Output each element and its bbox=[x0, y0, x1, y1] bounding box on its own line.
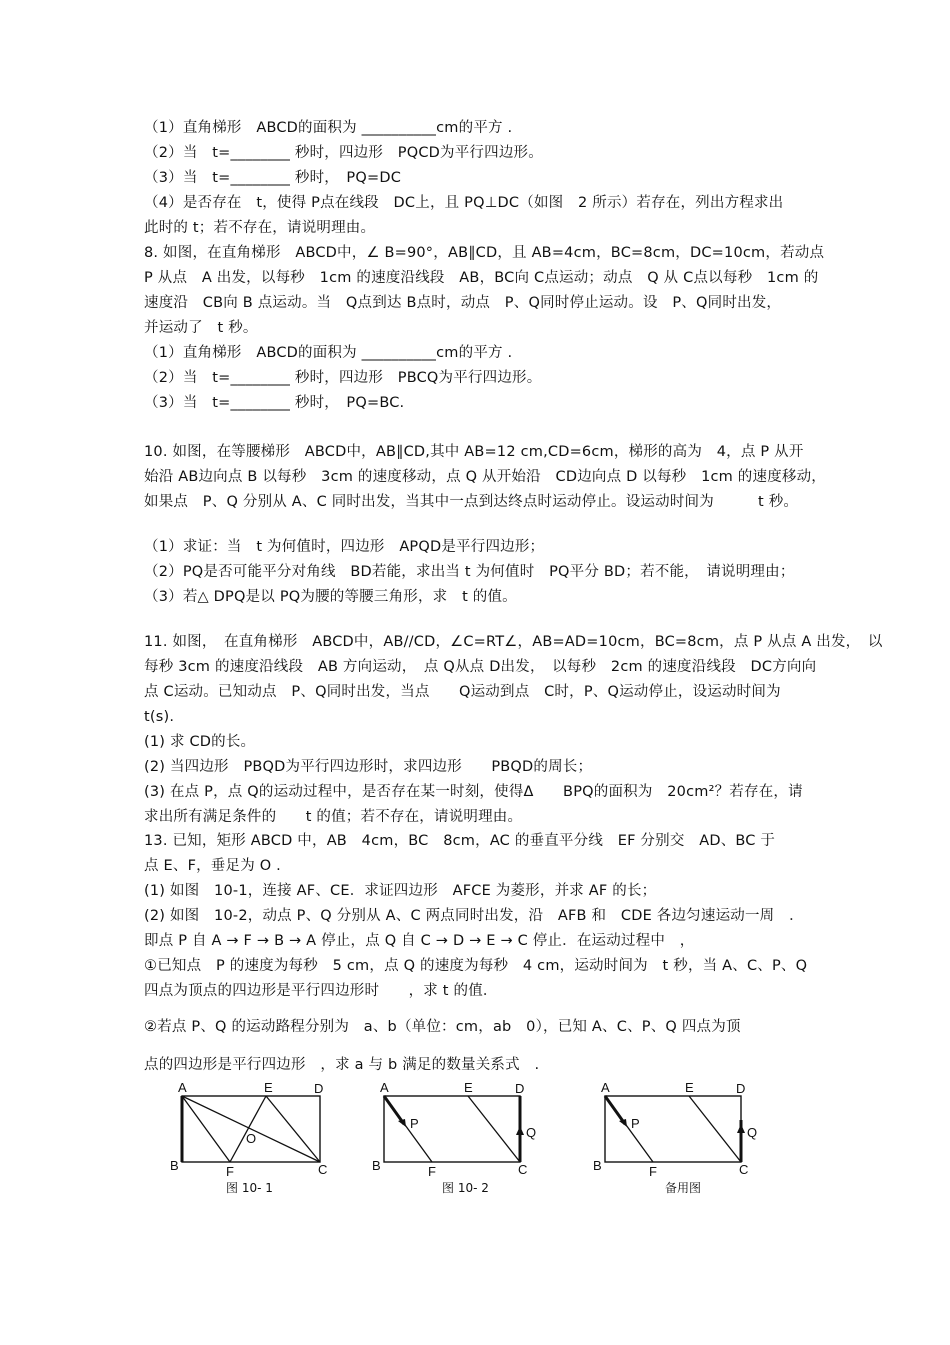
label-c: C bbox=[739, 1162, 749, 1177]
figure-10-2-svg bbox=[370, 1080, 545, 1180]
arrow-p-icon bbox=[619, 1119, 627, 1127]
text-line: 求出所有满足条件的 t 的值；若不存在，请说明理由。 bbox=[144, 809, 523, 825]
arrow-p-icon bbox=[398, 1119, 406, 1127]
label-a: A bbox=[380, 1080, 389, 1095]
label-b: B bbox=[372, 1158, 381, 1173]
segment-ec bbox=[689, 1096, 741, 1162]
arrow-q-icon bbox=[737, 1124, 745, 1133]
text-line: 始沿 AB边向点 B 以每秒 3cm 的速度移动，点 Q 从开始沿 CD边向点 D 以每秒 1cm 的速度移动， bbox=[144, 469, 827, 485]
text-line: (2) 当四边形 PBQD为平行四边形时，求四边形 PBQD的周长； bbox=[144, 759, 593, 775]
segment-af bbox=[182, 1096, 230, 1162]
text-line: （1）求证：当 t 为何值时，四边形 APQD是平行四边形； bbox=[144, 539, 545, 555]
diagonal-ac bbox=[182, 1096, 320, 1162]
label-q: Q bbox=[526, 1125, 537, 1140]
text-line: 并运动了 t 秒。 bbox=[144, 320, 258, 336]
label-e: E bbox=[264, 1080, 273, 1095]
segment-ec bbox=[468, 1096, 520, 1162]
text-line: 点 C运动。已知动点 P、Q同时出发，当点 Q运动到点 C时，P、Q运动停止，设运动时间为 bbox=[144, 684, 781, 700]
text-line: 如果点 P、Q 分别从 A、C 同时出发，当其中一点到达终点时运动停止。设运动时间为 t 秒。 bbox=[144, 494, 799, 510]
label-b: B bbox=[593, 1158, 602, 1173]
rectangle-abcd bbox=[384, 1096, 520, 1162]
text-line: （3）若△ DPQ是以 PQ为腰的等腰三角形，求 t 的值。 bbox=[144, 589, 517, 605]
figure-backup-svg bbox=[591, 1080, 766, 1180]
text-line: 每秒 3cm 的速度沿线段 AB 方向运动， 点 Q从点 D出发， 以每秒 2cm 的速度沿线段 DC方向向 bbox=[144, 659, 817, 675]
text-line: t(s). bbox=[144, 709, 175, 725]
label-e: E bbox=[685, 1080, 694, 1095]
segment-ec bbox=[266, 1096, 320, 1162]
label-c: C bbox=[518, 1162, 528, 1177]
text-line: 速度沿 CB向 B 点运动。当 Q点到达 B点时，动点 P、Q同时停止运动。设 P、Q同时出发， bbox=[144, 295, 782, 311]
text-line: （3）当 t=________ 秒时， PQ=BC. bbox=[144, 395, 405, 411]
label-f: F bbox=[428, 1164, 436, 1179]
label-d: D bbox=[314, 1081, 324, 1096]
figure-10-2 bbox=[370, 1080, 545, 1195]
arrow-q-icon bbox=[516, 1126, 524, 1135]
text-line: （1）直角梯形 ABCD的面积为 __________cm的平方 . bbox=[144, 120, 513, 136]
text-line: （1）直角梯形 ABCD的面积为 __________cm的平方 . bbox=[144, 345, 513, 361]
path-p bbox=[605, 1096, 625, 1124]
text-line: （4）是否存在 t，使得 P点在线段 DC上，且 PQ⊥DC（如图 2 所示）若存在，列出方程求出 bbox=[144, 195, 784, 211]
text-line: (1) 如图 10-1，连接 AF、CE．求证四边形 AFCE 为菱形，并求 AF 的长； bbox=[144, 883, 657, 899]
text-line: 即点 P 自 A → F → B → A 停止，点 Q 自 C → D → E → C 停止．在运动过程中 ， bbox=[144, 933, 695, 949]
figure-10-1-caption: 图 10- 1 bbox=[226, 1181, 273, 1195]
figure-10-1-svg bbox=[168, 1080, 338, 1180]
segment-fe bbox=[230, 1096, 266, 1162]
figure-10-1 bbox=[168, 1080, 338, 1195]
label-q: Q bbox=[747, 1125, 758, 1140]
text-line: 点 E、F，垂足为 O . bbox=[144, 858, 281, 874]
text-line: 13. 已知，矩形 ABCD 中，AB 4cm，BC 8cm，AC 的垂直平分线 EF 分别交 AD、BC 于 bbox=[144, 833, 776, 849]
text-line: (3) 在点 P，点 Q的运动过程中，是否存在某一时刻，使得Δ BPQ的面积为 20cm²？若存在，请 bbox=[144, 784, 803, 800]
figure-backup bbox=[591, 1080, 766, 1195]
text-line: （3）当 t=________ 秒时， PQ=DC bbox=[144, 170, 402, 186]
path-p bbox=[384, 1096, 404, 1124]
label-p: P bbox=[631, 1116, 640, 1131]
label-f: F bbox=[226, 1164, 234, 1179]
figure-backup-caption: 备用图 bbox=[665, 1181, 702, 1195]
text-line: （2）当 t=________ 秒时，四边形 PBCQ为平行四边形。 bbox=[144, 370, 542, 386]
text-line: P 从点 A 出发，以每秒 1cm 的速度沿线段 AB，BC向 C点运动；动点 Q 从 C点以每秒 1cm 的 bbox=[144, 270, 819, 286]
figure-10-2-caption: 图 10- 2 bbox=[442, 1181, 489, 1195]
label-a: A bbox=[178, 1080, 187, 1095]
label-d: D bbox=[736, 1081, 746, 1096]
text-line: 此时的 t；若不存在，请说明理由。 bbox=[144, 220, 376, 236]
text-line: 11. 如图， 在直角梯形 ABCD中，AB//CD，∠C=RT∠，AB=AD=10cm，BC=8cm，点 P 从点 A 出发， 以 bbox=[144, 634, 883, 650]
text-line: 点的四边形是平行四边形 ，求 a 与 b 满足的数量关系式 . bbox=[144, 1057, 540, 1073]
text-line: 四点为顶点的四边形是平行四边形时 ，求 t 的值． bbox=[144, 983, 498, 999]
rectangle-abcd bbox=[605, 1096, 741, 1162]
label-o: O bbox=[246, 1131, 257, 1146]
label-f: F bbox=[649, 1164, 657, 1179]
text-line: ①已知点 P 的速度为每秒 5 cm，点 Q 的速度为每秒 4 cm，运动时间为 t 秒，当 A、C、P、Q bbox=[144, 958, 808, 974]
label-c: C bbox=[318, 1162, 328, 1177]
label-a: A bbox=[601, 1080, 610, 1095]
text-line: (2) 如图 10-2，动点 P、Q 分别从 A、C 两点同时出发，沿 AFB 和 CDE 各边匀速运动一周 ． bbox=[144, 908, 804, 924]
label-p: P bbox=[410, 1116, 419, 1131]
label-b: B bbox=[170, 1158, 179, 1173]
text-line: 10. 如图，在等腰梯形 ABCD中，AB∥CD,其中 AB=12 cm,CD=6cm，梯形的高为 4，点 P 从开 bbox=[144, 444, 804, 460]
label-e: E bbox=[464, 1080, 473, 1095]
text-line: (1) 求 CD的长。 bbox=[144, 734, 256, 750]
label-d: D bbox=[515, 1081, 525, 1096]
text-line: （2）当 t=________ 秒时，四边形 PQCD为平行四边形。 bbox=[144, 145, 543, 161]
text-line: ②若点 P、Q 的运动路程分别为 a、b（单位：cm，ab 0），已知 A、C、P、Q 四点为顶 bbox=[144, 1019, 741, 1035]
text-line: （2）PQ是否可能平分对角线 BD若能，求出当 t 为何值时 PQ平分 BD；若不能， 请说明理由； bbox=[144, 564, 795, 580]
text-line: 8. 如图，在直角梯形 ABCD中，∠ B=90°，AB∥CD，且 AB=4cm，BC=8cm，DC=10cm，若动点 bbox=[144, 245, 825, 261]
